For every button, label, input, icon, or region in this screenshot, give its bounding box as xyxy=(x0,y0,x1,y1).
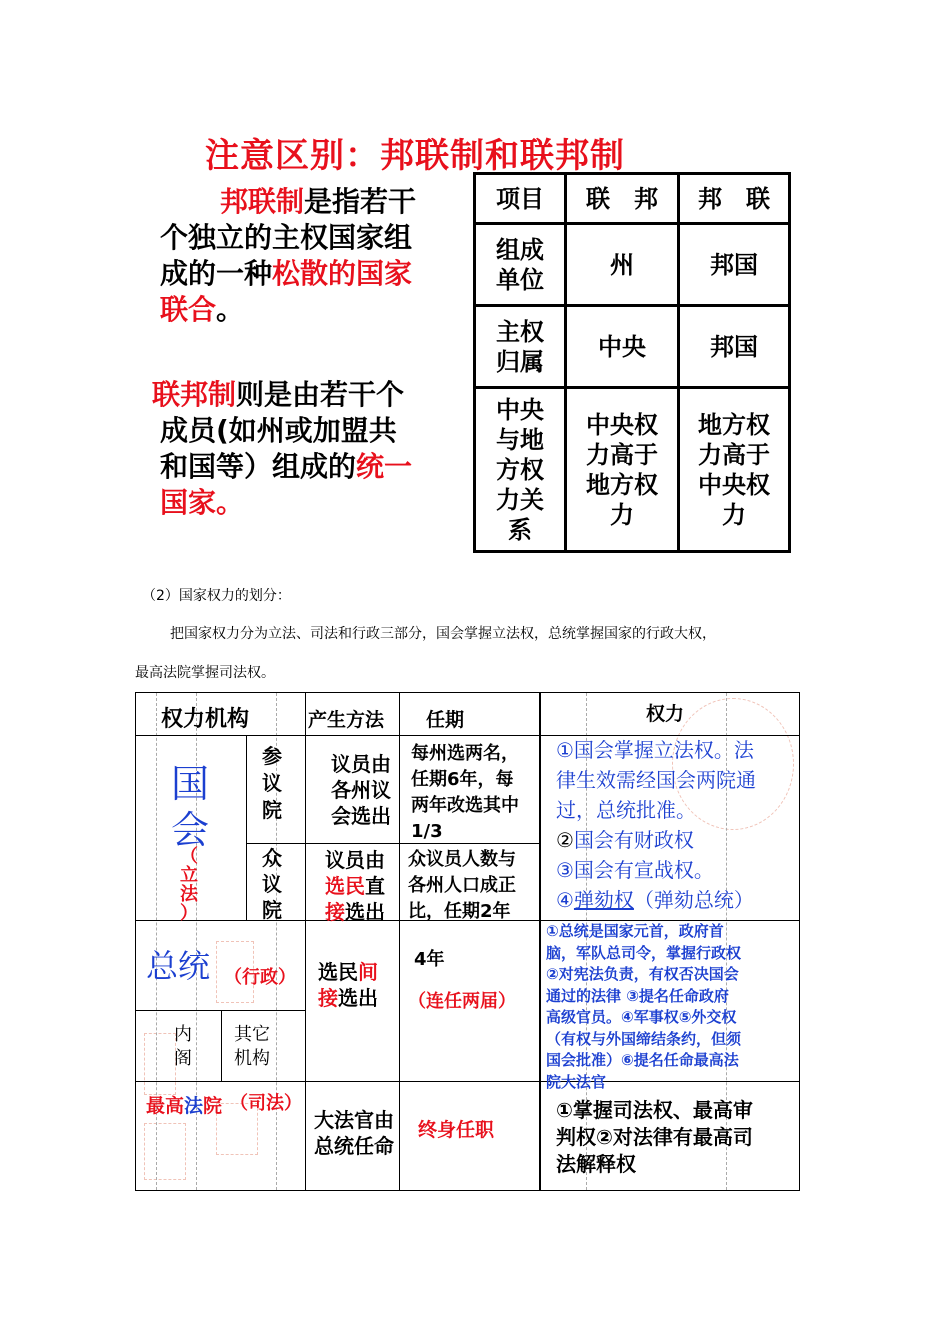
term-federation: 联邦制 xyxy=(152,378,237,411)
section-paragraph: 把国家权力分为立法、司法和行政三部分，国会掌握立法权，总统掌握国家的行政大权， xyxy=(170,626,716,642)
supreme-court-label: 最高法院 xyxy=(146,1095,223,1117)
congress-label-1: 国 xyxy=(171,762,210,806)
page-title: 注意区别：邦联制和联邦制 xyxy=(205,136,625,176)
table-row: 主权 归属 中央 邦国 xyxy=(475,306,790,388)
court-term: 终身任职 xyxy=(418,1119,495,1141)
header-item: 项目 xyxy=(475,174,566,224)
president-label: 总统 xyxy=(146,947,211,985)
congress-role: （ 立 法 ） xyxy=(180,846,198,924)
court-powers: ①掌握司法权、最高审 判权②对法律有最高司 法解释权 xyxy=(556,1098,753,1176)
header-federal: 联 邦 xyxy=(566,174,679,224)
impeachment-link[interactable]: 弹劾权 xyxy=(573,888,634,912)
term-confederation: 邦联制 xyxy=(220,185,305,218)
comparison-table xyxy=(473,172,791,553)
senate-method: 议员由 各州议 会选出 xyxy=(331,752,391,828)
court-role: （司法） xyxy=(230,1093,302,1114)
president-role: （行政） xyxy=(224,967,296,988)
header-power-org: 权力机构 xyxy=(161,707,250,732)
other-agencies-label: 其它 机构 xyxy=(234,1024,270,1069)
watermark-stamp xyxy=(144,1033,176,1095)
section-paragraph-cont: 最高法院掌握司法权。 xyxy=(135,665,275,681)
president-term-note: （连任两届） xyxy=(408,991,516,1012)
president-term: 4年 xyxy=(414,949,445,970)
house-term: 众议员人数与 各州人口成正 比，任期2年 xyxy=(408,849,516,922)
federation-definition: 联邦制则是由若干个 成员(如州或加盟共 和国等）组成的统一 国家。 xyxy=(152,378,413,519)
header-confed: 邦 联 xyxy=(679,174,790,224)
congress-label-2: 会 xyxy=(171,808,210,852)
house-label: 众 议 院 xyxy=(262,846,282,922)
table-row: 组成 单位 州 邦国 xyxy=(475,224,790,306)
watermark-stamp xyxy=(144,1123,186,1180)
house-method: 议员由 选民直 接选出 xyxy=(325,848,385,924)
table-row: 中央 与地 方权 力关 系 中央权 力高于 地方权 力 地方权 力高于 中央权 力 xyxy=(475,388,790,552)
president-powers: ①总统是国家元首，政府首 脑，军队总司令，掌握行政权 ②对宪法负责，有权否决国会 通过的法律 ③提名任命政府 高级官员。④军事权⑤外交权 （有权与外国缔结条约，但须 国会批准）⑥提名任命最高法 院大法官 xyxy=(546,922,742,1091)
president-method: 选民间 接选出 xyxy=(318,960,378,1010)
header-power: 权力 xyxy=(646,703,685,725)
header-method: 产生方法 xyxy=(308,709,385,731)
confederation-definition: 邦联制是指若干 个独立的主权国家组 成的一种松散的国家 联合。 xyxy=(160,185,417,326)
section-heading: （2）国家权力的划分： xyxy=(142,588,291,604)
congress-powers: ①国会掌握立法权。法 律生效需经国会两院通 过，总统批准。 ②国会有财政权 ③国会有宣战权。 ④弹劾权（弹劾总统） xyxy=(556,738,756,912)
senate-label: 参 议 院 xyxy=(262,744,282,822)
senate-term: 每州选两名， 任期6年，每 两年改选其中 1/3 xyxy=(411,743,519,842)
header-term: 任期 xyxy=(426,709,465,731)
cabinet-label: 内 阁 xyxy=(174,1024,192,1069)
court-method: 大法官由 总统任命 xyxy=(314,1108,394,1158)
power-division-table xyxy=(135,692,800,1191)
